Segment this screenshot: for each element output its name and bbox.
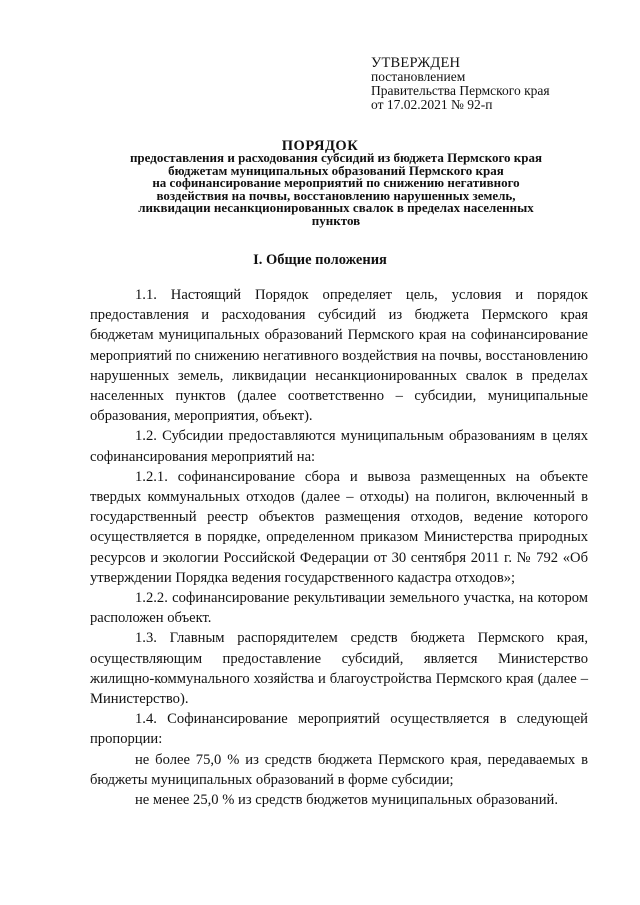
subtitle-line: воздействия на почвы, восстановлению нарушенных земель, [156,187,516,203]
subtitle-line: ликвидации несанкционированных свалок в пределах населенных [138,200,534,215]
approval-heading: УТВЕРЖДЕН [371,55,461,71]
subtitle-line: предоставления и расходования субсидий из бюджета Пермского края [129,150,543,165]
approval-block [371,56,550,112]
paragraph-1-2-2: 1.2.2. софинансирование рекультивации земельного участка, на котором расположен объект. [90,590,588,627]
paragraph-1-4: 1.4. Софинансирование мероприятий осуществляется в следующей пропорции: [90,711,588,748]
document-title: ПОРЯДОК [281,138,359,154]
subtitle-line: бюджетам муниципальных образований Пермского края [168,162,504,178]
document-subtitle [86,152,586,227]
subtitle-line: пунктов [311,212,361,228]
approval-line: Правительства Пермского края [371,83,550,98]
approval-line: от 17.02.2021 № 92-п [371,97,493,112]
paragraph-1-1: 1.1. Настоящий Порядок определяет цель, условия и порядок предоставления и расходования субсидий из бюджета Пермского края бюджетам муниципальных образований Пермского края на софинансирование мероприятий по снижению негативного воздействия на почвы, восстановлению нарушенных земель, ликвидации несанкционированных свалок в пределах населенных пунктов (далее соответственно – субсидии, муниципальные образования, мероприятия, объект). [90,287,588,425]
subtitle-line: на софинансирование мероприятий по снижению негативного [152,175,520,190]
section-heading: I. Общие положения [253,252,387,268]
paragraph-1-2-1: 1.2.1. софинансирование сбора и вывоза размещенных на объекте твердых коммунальных отходов (далее – отходы) на полигон, включенный в государственный реестр объектов размещения отходов, ведение которого осуществляется в порядке, определенном приказом Министерства природных ресурсов и экологии Российской Федерации от 30 сентября 2011 г. № 792 «Об утверждении Порядка ведения государственного кадастра отходов»; [90,468,588,586]
paragraph-1-3: 1.3. Главным распорядителем средств бюджета Пермского края, осуществляющим предоставление субсидий, является Министерство жилищно-коммунального хозяйства и благоустройства Пермского края (далее – Министерство). [90,630,588,708]
approval-line: постановлением [371,69,466,84]
proportion-municipal: не менее 25,0 % из средств бюджетов муниципальных образований. [135,792,558,809]
paragraph-1-2: 1.2. Субсидии предоставляются муниципальным образованиям в целях софинансирования мероприятий на: [90,428,588,465]
document-body [90,285,588,810]
proportion-regional: не более 75,0 % из средств бюджета Пермского края, передаваемых в бюджеты муниципальных образований в форме субсидии; [90,751,588,788]
